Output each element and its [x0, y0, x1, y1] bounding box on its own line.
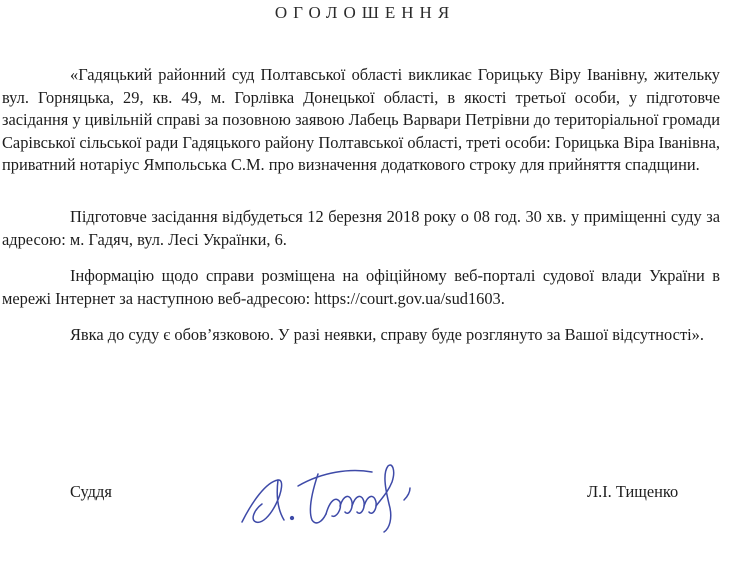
paragraph-attendance: Явка до суду є обов’язковою. У разі неявки, справу буде розглянуто за Вашої відсутності». [70, 325, 704, 344]
judge-role-label: Суддя [70, 482, 112, 501]
judge-name: Л.І. Тищенко [587, 482, 679, 501]
judge-signature [232, 452, 432, 536]
document-title: ОГОЛОШЕННЯ [274, 3, 456, 22]
paragraph-summons: «Гадяцький районний суд Полтавської області викликає Горицьку Віру Іванівну, жительку вул. Горняцька, 29, кв. 49, м. Горлівка Донецької області, в якості третьої особи, у підготовче засідання у цивільній справі за позовною заявою Лабець Варвари Петрівни до територіальної громади Сарівської сільської ради Гадяцького району Полтавської області, треті особи: Горицька Віра Іванівна, приватний нотаріус Ямпольська С.М. про визначення додаткового строку для прийняття спадщини. [2, 65, 720, 174]
paragraph-hearing-date: Підготовче засідання відбудеться 12 березня 2018 року о 08 год. 30 хв. у приміщенні суду за адресою: м. Гадяч, вул. Лесі Українки, 6. [2, 207, 720, 249]
paragraph-case-info: Інформацію щодо справи розміщена на офіційному веб-порталі судової влади України в мережі Інтернет за наступною веб-адресою: https://court.gov.ua/sud1603. [2, 266, 720, 308]
